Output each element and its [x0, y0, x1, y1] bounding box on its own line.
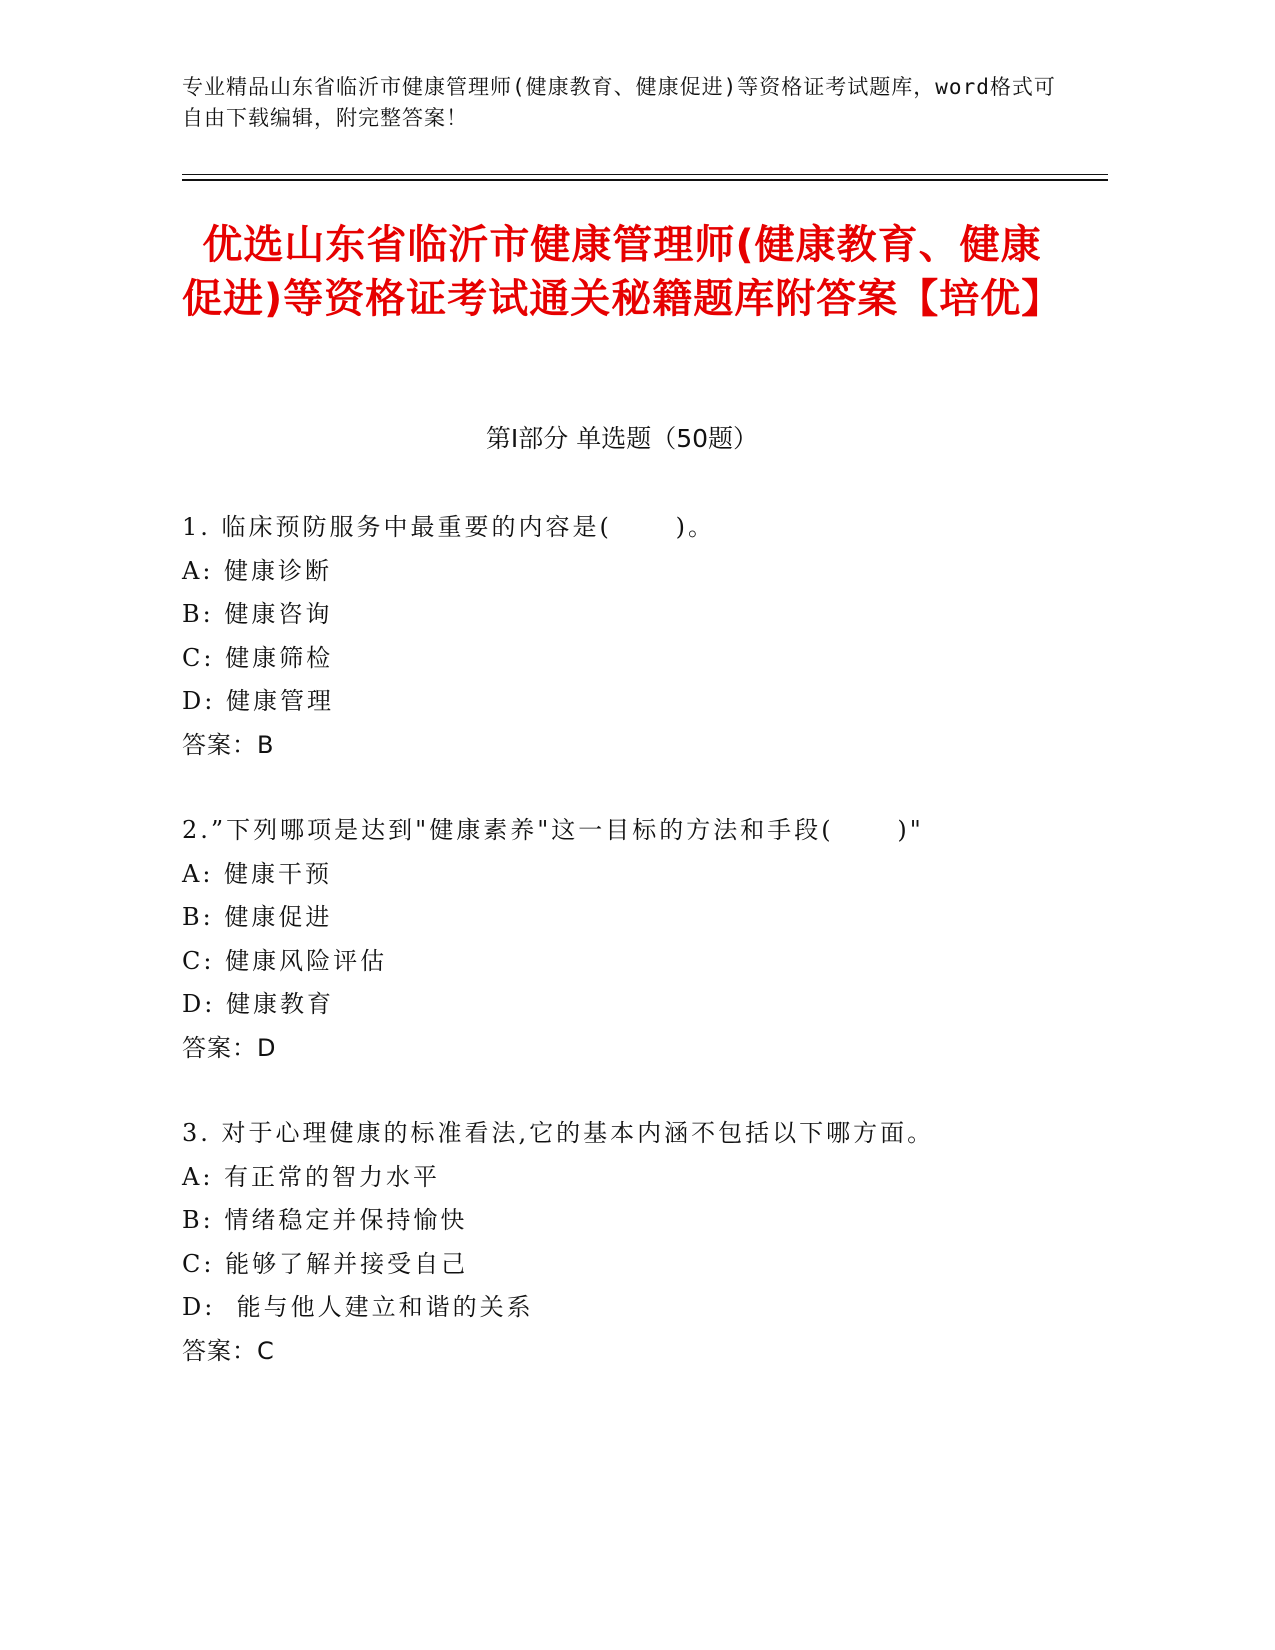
- document-title: 优选山东省临沂市健康管理师(健康教育、健康促进)等资格证考试通关秘籍题库附答案【培优】: [182, 222, 1063, 322]
- question-3: [182, 1112, 1082, 1373]
- option-b: B: 健康咨询: [182, 600, 333, 628]
- header-rule-thin: [182, 174, 1108, 175]
- option-c: C: 健康风险评估: [182, 946, 388, 975]
- option-c: C: 能够了解并接受自己: [182, 1249, 469, 1278]
- question-stem: 3. 对于心理健康的标准看法,它的基本内涵不包括以下哪方面。: [182, 1119, 935, 1147]
- header-rule-thick: [182, 179, 1108, 181]
- header-note: 专业精品山东省临沂市健康管理师(健康教育、健康促进)等资格证考试题库，word格式可自由下载编辑，附完整答案！: [182, 75, 1056, 130]
- option-d: D: 健康管理: [182, 687, 334, 715]
- answer: 答案：C: [182, 1336, 275, 1365]
- option-d: D: 健康教育: [182, 990, 334, 1018]
- question-2: [182, 809, 1082, 1070]
- question-stem: 1. 临床预防服务中最重要的内容是( )。: [182, 513, 716, 541]
- option-d: D: 能与他人建立和谐的关系: [182, 1293, 534, 1321]
- answer: 答案：B: [182, 730, 275, 759]
- option-a: A: 健康诊断: [182, 556, 333, 585]
- option-a: A: 有正常的智力水平: [182, 1162, 441, 1191]
- answer: 答案：D: [182, 1033, 277, 1062]
- section-heading: 第Ⅰ部分 单选题（50题）: [485, 424, 759, 453]
- option-b: B: 情绪稳定并保持愉快: [182, 1206, 468, 1234]
- question-1: [182, 506, 1082, 767]
- question-stem: 2.”下列哪项是达到"健康素养"这一目标的方法和手段( )": [182, 816, 924, 844]
- option-c: C: 健康筛检: [182, 643, 334, 672]
- option-b: B: 健康促进: [182, 903, 333, 931]
- question-list: [182, 506, 1082, 1415]
- option-a: A: 健康干预: [182, 859, 333, 888]
